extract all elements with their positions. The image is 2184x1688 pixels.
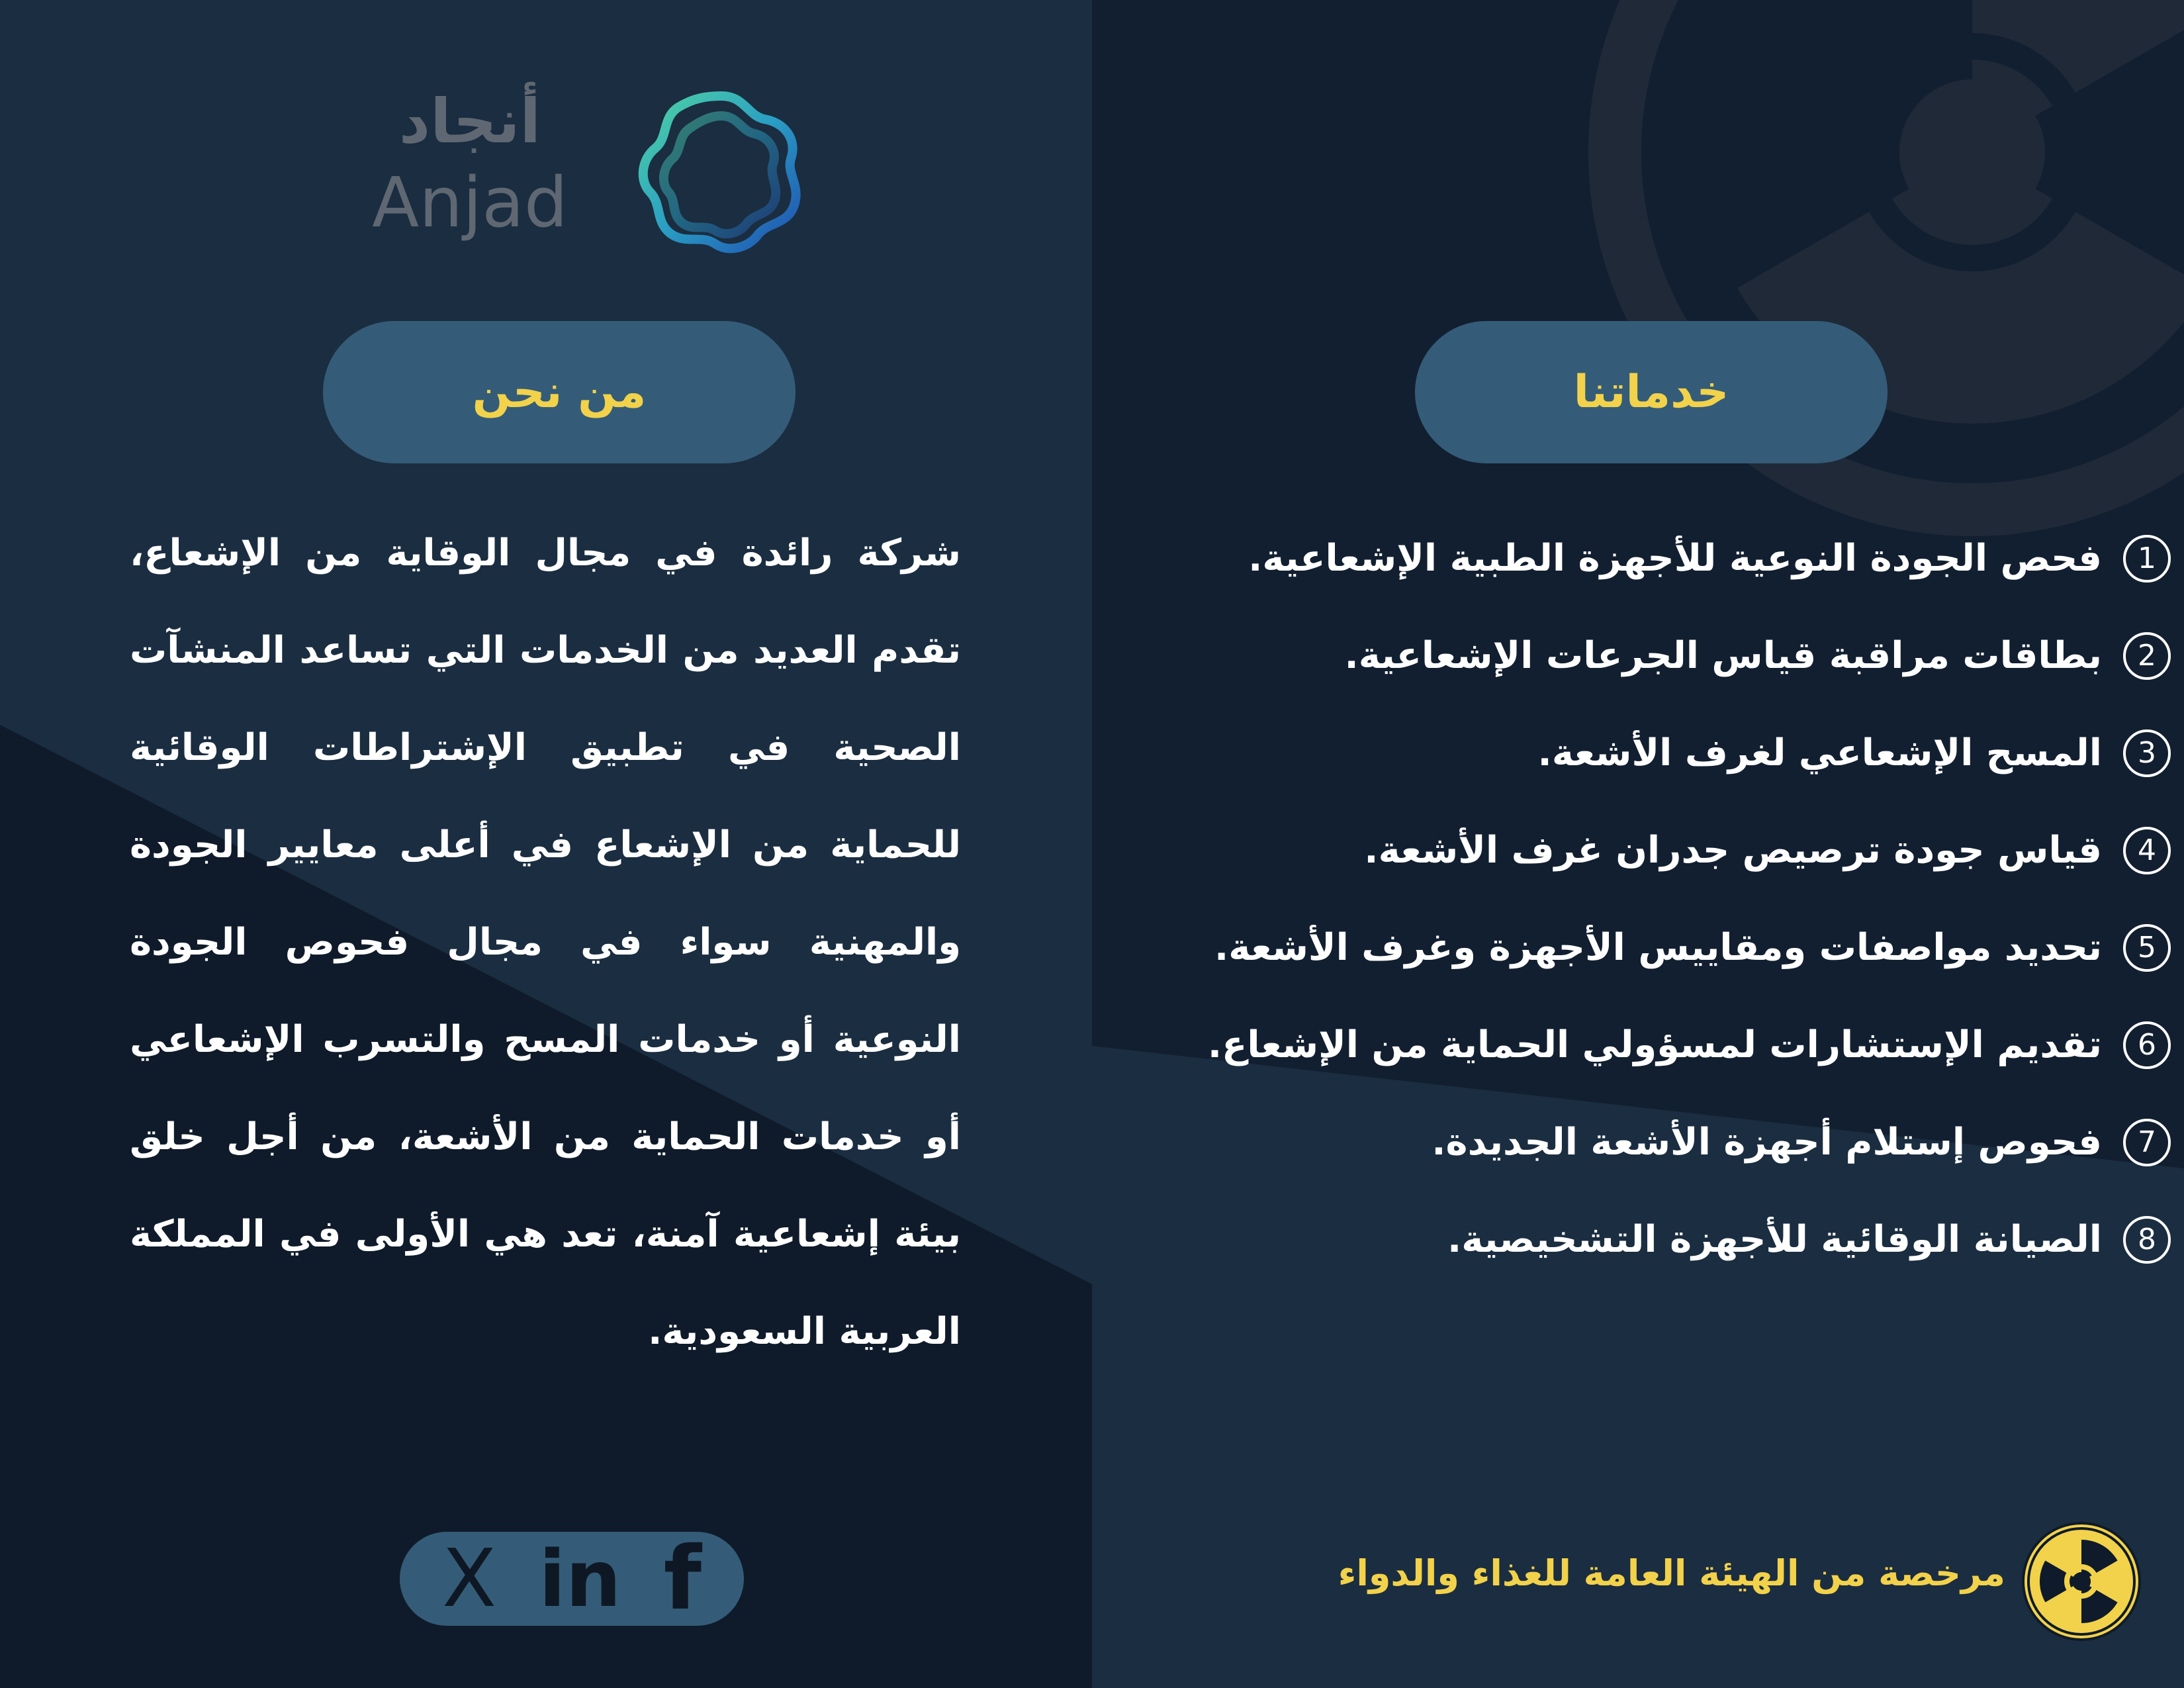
service-number: 5 bbox=[2123, 924, 2171, 972]
facebook-icon[interactable]: f bbox=[663, 1528, 702, 1630]
service-item bbox=[1214, 899, 2171, 996]
services-title: خدماتنا bbox=[1573, 366, 1729, 418]
service-text: فحص الجودة النوعية للأجهزة الطبية الإشعاعية. bbox=[1248, 537, 2102, 580]
service-text: الصيانة الوقائية للأجهزة التشخيصية. bbox=[1447, 1218, 2102, 1261]
service-item bbox=[1231, 704, 2171, 802]
service-number: 6 bbox=[2123, 1021, 2171, 1069]
service-item bbox=[1231, 1094, 2171, 1191]
logo-text-arabic: أنجاد bbox=[398, 86, 541, 157]
about-title-pill bbox=[323, 321, 796, 463]
service-text: قياس جودة ترصيص جدران غرف الأشعة. bbox=[1364, 829, 2102, 872]
service-number: 3 bbox=[2123, 729, 2171, 777]
service-text: تحديد مواصفات ومقاييس الأجهزة وغرف الأشعة. bbox=[1214, 926, 2102, 969]
service-item bbox=[1207, 996, 2171, 1094]
service-number: 4 bbox=[2123, 827, 2171, 874]
radiation-icon bbox=[2020, 1520, 2143, 1643]
service-item bbox=[1231, 607, 2171, 704]
service-number: 1 bbox=[2123, 535, 2171, 583]
service-text: المسح الإشعاعي لغرف الأشعة. bbox=[1537, 731, 2102, 774]
social-links bbox=[400, 1528, 744, 1630]
about-title: من نحن bbox=[472, 366, 647, 418]
service-item bbox=[1231, 510, 2171, 607]
services-list bbox=[1207, 510, 2171, 1288]
x-icon[interactable]: X bbox=[441, 1532, 497, 1625]
service-number: 2 bbox=[2123, 632, 2171, 680]
about-paragraph: شركة رائدة في مجال الوقاية من الإشعاع، تقدم العديد من الخدمات التي تساعد المنشآت الصحية في تطبيق الإشتراطات الوقائية للحماية من الإشعاع في أعلى معايير الجودة والمهنية سواء في مجال فحوص الجودة النوعية أو خدمات المسح والتسرب الإشعاعي أو خدمات الحماية من الأشعة، من أجل خلق بيئة إشعاعية آمنة، تعد هي الأولى في المملكة العربية السعودية. bbox=[130, 532, 961, 1353]
linkedin-icon[interactable]: in bbox=[539, 1533, 621, 1624]
logo-text-english: Anjad bbox=[372, 162, 568, 243]
service-number: 8 bbox=[2123, 1216, 2171, 1264]
service-item bbox=[1231, 802, 2171, 899]
anjad-logo-icon bbox=[629, 79, 814, 265]
service-text: تقديم الإستشارات لمسؤولي الحماية من الإشعاع. bbox=[1207, 1023, 2102, 1066]
service-text: فحوص إستلام أجهزة الأشعة الجديدة. bbox=[1432, 1121, 2102, 1164]
license-text: مرخصة من الهيئة العامة للغذاء والدواء bbox=[1338, 1552, 2005, 1594]
service-number: 7 bbox=[2123, 1119, 2171, 1166]
service-text: بطاقات مراقبة قياس الجرعات الإشعاعية. bbox=[1344, 634, 2102, 677]
service-item bbox=[1231, 1191, 2171, 1288]
services-title-pill bbox=[1415, 321, 1888, 463]
